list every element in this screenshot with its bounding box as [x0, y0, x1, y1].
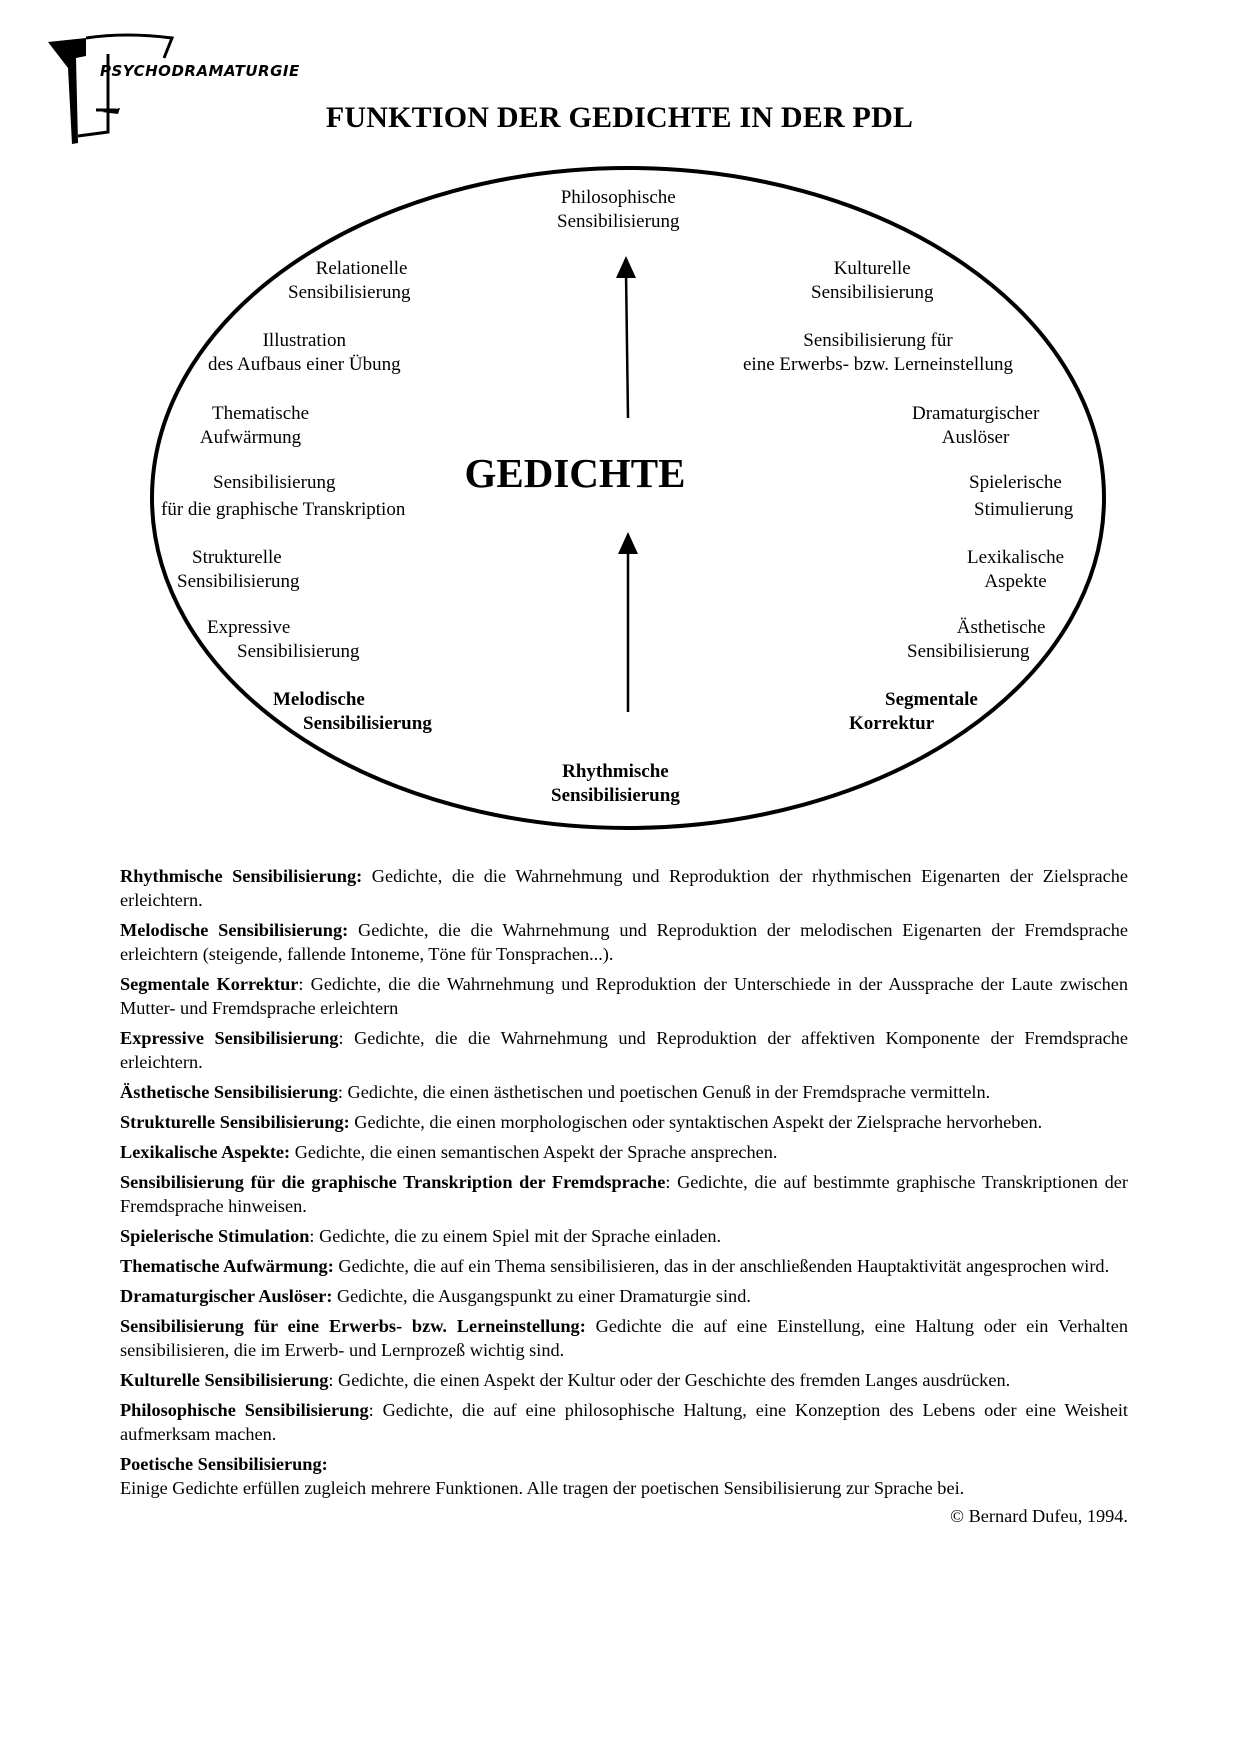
label-strukturelle: Strukturelle Sensibilisierung: [177, 547, 300, 592]
label-thematische: Thematische Aufwärmung: [199, 403, 310, 448]
poetic-text: Einige Gedichte erfüllen zugleich mehrere Funktionen. Alle tragen der poetischen Sensibilisierung zur Sprache bei.: [120, 1478, 965, 1498]
definition-item: Dramaturgischer Auslöser: Gedichte, die Ausgangspunkt zu einer Dramaturgie sind.: [120, 1286, 751, 1306]
definition-item: Rhythmische Sensibilisierung: Gedichte, die die Wahrnehmung und Reproduktion der rhythmischen Eigenarten der Zielsprache erleichtern.: [120, 866, 1129, 910]
label-lexikalische: Lexikalische Aspekte: [967, 547, 1065, 592]
label-segmentale: Segmentale Korrektur: [849, 689, 978, 734]
label-kulturelle: Kulturelle Sensibilisierung: [811, 258, 934, 303]
definition-item: Sensibilisierung für eine Erwerbs- bzw. Lerneinstellung: Gedichte die auf eine Einstellung, eine Haltung oder ein Verhalten sensibilisieren, die im Erwerb- und Lernprozeß wichtig sind.: [120, 1316, 1129, 1360]
page-title: FUNKTION DER GEDICHTE IN DER PDL: [325, 101, 914, 134]
label-spielerische: Spielerische Stimulierung: [969, 472, 1074, 520]
definition-item: Melodische Sensibilisierung: Gedichte, die die Wahrnehmung und Reproduktion der melodischen Eigenarten der Fremdsprache erleichtern (steigende, fallende Intoneme, Töne für Tonsprachen...).: [120, 920, 1129, 964]
definition-item: Ästhetische Sensibilisierung: Gedichte, die einen ästhetischen und poetischen Genuß in der Fremdsprache vermitteln.: [120, 1082, 991, 1102]
label-melodische: Melodische Sensibilisierung: [273, 689, 432, 734]
label-expressive: Expressive Sensibilisierung: [207, 617, 360, 662]
label-relationelle: Relationelle Sensibilisierung: [288, 258, 411, 303]
copyright: © Bernard Dufeu, 1994.: [950, 1506, 1128, 1526]
definition-item: Sensibilisierung für die graphische Transkription der Fremdsprache: Gedichte, die auf bestimmte graphische Transkriptionen der Fremdsprache hinweisen.: [120, 1172, 1128, 1216]
up-arrow-bottom: [618, 532, 638, 712]
center-word: GEDICHTE: [464, 450, 686, 496]
poetic-definition: [120, 1452, 1128, 1500]
label-illustration: Illustration des Aufbaus einer Übung: [208, 330, 401, 375]
definitions-list: [120, 864, 1128, 1528]
up-arrow-top: [616, 256, 636, 418]
definition-item: Segmentale Korrektur: Gedichte, die die Wahrnehmung und Reproduktion der Unterschiede in der Aussprache der Laute zwischen Mutter- und Fremdsprache erleichtern: [120, 974, 1128, 1018]
function-diagram: [0, 0, 1239, 860]
logo-text: PSYCHODRAMATURGIE: [100, 62, 300, 80]
label-rhythmische: Rhythmische Sensibilisierung: [551, 761, 680, 806]
label-dramaturgischer: Dramaturgischer Auslöser: [912, 403, 1040, 448]
label-graphische: Sensibilisierung für die graphische Transkription: [161, 472, 406, 520]
label-erwerbs: Sensibilisierung für eine Erwerbs- bzw. Lerneinstellung: [743, 330, 1013, 375]
definition-item: Lexikalische Aspekte: Gedichte, die einen semantischen Aspekt der Sprache ansprechen.: [120, 1142, 778, 1162]
definition-item: Kulturelle Sensibilisierung: Gedichte, die einen Aspekt der Kultur oder der Geschichte des fremden Langes ausdrücken.: [120, 1370, 1011, 1390]
definition-item: Strukturelle Sensibilisierung: Gedichte, die einen morphologischen oder syntaktischen Aspekt der Zielsprache hervorheben.: [120, 1112, 1043, 1132]
label-aesthetische: Ästhetische Sensibilisierung: [907, 617, 1046, 662]
definition-item: Spielerische Stimulation: Gedichte, die zu einem Spiel mit der Sprache einladen.: [120, 1226, 722, 1246]
definition-item: Expressive Sensibilisierung: Gedichte, die die Wahrnehmung und Reproduktion der affektiven Komponente der Fremdsprache erleichtern.: [120, 1028, 1128, 1072]
definition-item: Thematische Aufwärmung: Gedichte, die auf ein Thema sensibilisieren, das in der anschließenden Hauptaktivität angesprochen wird.: [120, 1256, 1110, 1276]
poetic-term: Poetische Sensibilisierung:: [120, 1454, 328, 1474]
label-philosophische: Philosophische Sensibilisierung: [557, 187, 680, 232]
definition-item: Philosophische Sensibilisierung: Gedichte, die auf eine philosophische Haltung, eine Konzeption des Lebens oder eine Weisheit aufmerksam machen.: [120, 1400, 1129, 1444]
